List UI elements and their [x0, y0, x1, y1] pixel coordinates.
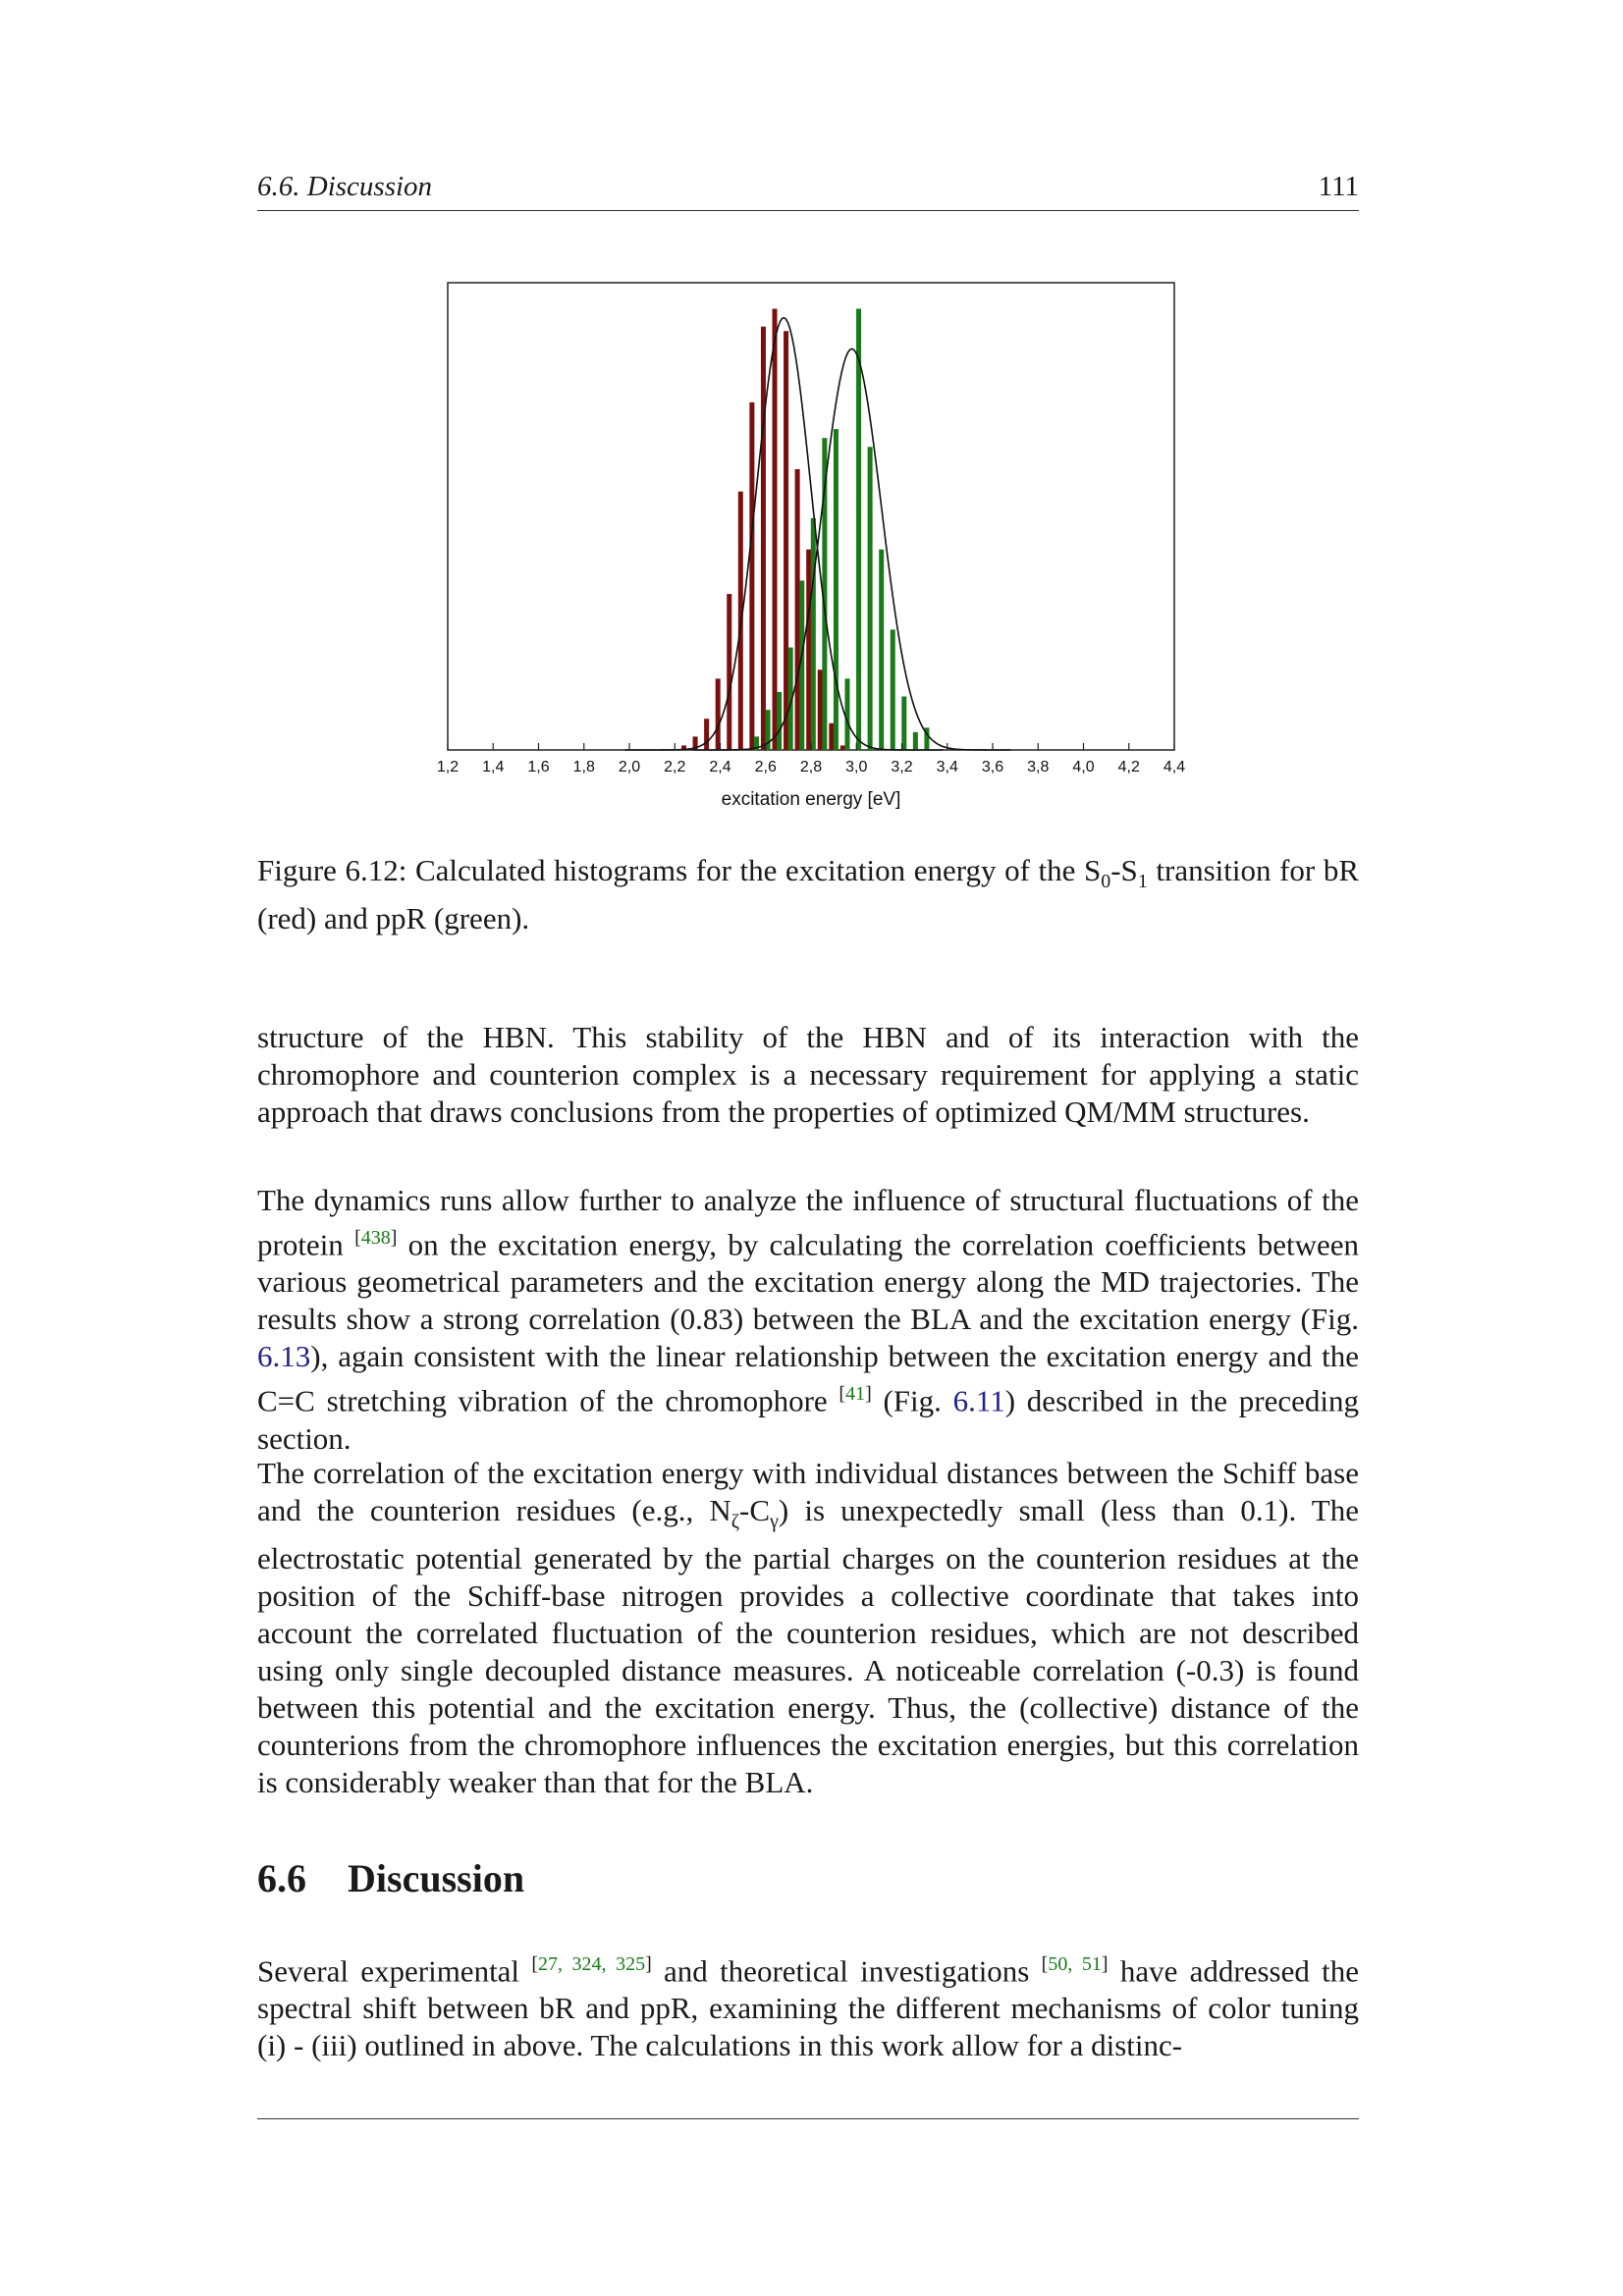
citation-link[interactable]: 41: [845, 1383, 866, 1406]
section-number: 6.6: [257, 1856, 306, 1900]
paragraph-correlation: [257, 1455, 1359, 1801]
running-header-section: 6.6. Discussion: [257, 171, 433, 202]
figure-caption: [257, 852, 1359, 937]
x-tick-label: 1,6: [527, 759, 550, 775]
x-tick-label: 1,2: [436, 759, 460, 775]
x-tick-label: 2,8: [799, 759, 823, 775]
histogram-bar-ppR: [891, 629, 895, 750]
histogram-bar-bR: [795, 469, 800, 750]
paragraph-hbn-stability: structure of the HBN. This stability of the HBN and of its interaction with the chromophore and counterion complex is a necessary requirement for applying a static approach that draws conclusions from the properties of optimized QM/MM structures.: [257, 1020, 1359, 1129]
paragraph-text: The correlation of the excitation energy with individual distances between the Schiff base and the counterion residues (e.g., N: [257, 1456, 1359, 1527]
x-tick-label: 4,2: [1117, 759, 1140, 775]
citation-link[interactable]: 27, 324, 325: [538, 1953, 646, 1975]
paragraph-text: on the excitation energy, by calculating the correlation coefficients between various geometrical parameters and the excitation energy along the MD trajectories. The results show a strong correlation (0.83) between the BLA and the excitation energy (Fig.: [257, 1227, 1359, 1337]
citation-link[interactable]: 50, 51: [1048, 1953, 1102, 1975]
histogram-bar-bR: [749, 402, 754, 750]
x-tick-label: 3,2: [891, 759, 913, 775]
paragraph-dynamics: [257, 1182, 1359, 1458]
histogram-bar-ppR: [856, 309, 861, 750]
x-tick-label: 1,4: [482, 759, 505, 775]
page-header: [257, 171, 1359, 211]
caption-subscript: 1: [1137, 871, 1148, 893]
histogram-bar-bR: [784, 331, 788, 750]
histogram-bar-ppR: [845, 678, 850, 750]
caption-text: Calculated histograms for the excitation energy of the S: [406, 853, 1102, 887]
caption-subscript: 0: [1101, 871, 1111, 893]
histogram-bar-bR: [716, 678, 721, 750]
paragraph-text: The dynamics runs allow further to analyze the influence of structural fluctuations of the protein: [257, 1183, 1359, 1262]
x-axis-ticks: [437, 743, 1185, 775]
x-tick-label: 1,8: [572, 759, 595, 775]
x-tick-label: 3,8: [1027, 759, 1050, 775]
x-tick-label: 2,6: [754, 759, 777, 775]
histogram-bar-bR: [773, 309, 778, 750]
paragraph-text: Several experimental: [257, 1953, 532, 1989]
histogram-bar-bR: [840, 745, 845, 750]
section-title: Discussion: [348, 1856, 525, 1900]
citation-bracket: ]: [390, 1227, 398, 1249]
section-heading: [257, 1855, 524, 1901]
citation-bracket: ]: [865, 1383, 872, 1406]
citation-bracket: [: [531, 1953, 539, 1975]
citation-bracket: ]: [1101, 1953, 1109, 1975]
paragraph-text: and theoretical investigations: [651, 1953, 1042, 1989]
histogram-bar-bR: [806, 550, 811, 750]
histogram-bar-ppR: [834, 429, 839, 750]
page-number: 111: [1318, 171, 1359, 202]
caption-text: -S: [1110, 853, 1138, 887]
caption-text: transition for bR (red) and ppR (green).: [257, 853, 1359, 936]
x-tick-label: 3,0: [845, 759, 868, 775]
x-tick-label: 2,4: [709, 759, 731, 775]
x-tick-label: 2,2: [664, 759, 686, 775]
paragraph-discussion: [257, 1946, 1359, 2064]
chart-marks: [624, 309, 1010, 750]
citation-bracket: [: [1041, 1953, 1049, 1975]
citation-bracket: [: [839, 1383, 846, 1406]
caption-label: Figure 6.12:: [257, 853, 407, 887]
histogram-bar-bR: [727, 594, 731, 750]
histogram-bar-bR: [829, 723, 834, 750]
histogram-bar-ppR: [868, 447, 873, 750]
histogram-bar-bR: [761, 327, 766, 750]
figure-link[interactable]: 6.11: [952, 1383, 1005, 1418]
x-tick-label: 2,0: [618, 759, 641, 775]
paragraph-text: (Fig.: [871, 1383, 953, 1418]
paragraph-text: ) described in the preceding section.: [257, 1383, 1359, 1456]
histogram-chart: [422, 277, 1198, 827]
paragraph-text: ) is unexpectedly small (less than 0.1). The electrostatic potential generated by the partial charges on the counterion residues at the position of the Schiff-base nitrogen provides a collective coordinate that takes into account the correlated fluctuation of the counterion residues, which are not described using only single decoupled distance measures. A noticeable correlation (-0.3) is found between this potential and the excitation energy. Thus, the (collective) distance of the counterions from the chromophore influences the excitation energies, but this correlation is considerably weaker than that for the BLA.: [257, 1493, 1359, 1800]
citation-bracket: [: [354, 1227, 361, 1249]
x-tick-label: 3,4: [936, 759, 958, 775]
subscript: γ: [770, 1511, 779, 1533]
paragraph-text: have addressed the spectral shift between bR and ppR, examining the different mechanisms of color tuning (i) - (iii) outlined in above. The calculations in this work allow for a distinc-: [257, 1953, 1359, 2063]
citation-link[interactable]: 438: [360, 1227, 391, 1249]
citation-bracket: ]: [645, 1953, 652, 1975]
subscript: ζ: [730, 1511, 740, 1533]
x-tick-label: 4,0: [1072, 759, 1095, 775]
histogram-bar-ppR: [811, 518, 816, 750]
paragraph-text: ), again consistent with the linear relationship between the excitation energy and the C=C stretching vibration of the chromophore: [257, 1339, 1359, 1418]
histogram-bar-ppR: [913, 732, 918, 750]
x-tick-label: 4,4: [1163, 759, 1186, 775]
histogram-bar-ppR: [879, 550, 884, 750]
x-tick-label: 3,6: [981, 759, 1004, 775]
footer-rule: [257, 2118, 1359, 2119]
histogram-bar-ppR: [901, 697, 906, 750]
histogram-bar-bR: [818, 669, 823, 750]
histogram-bar-ppR: [777, 692, 782, 750]
paragraph-text: -C: [739, 1493, 771, 1527]
figure-link[interactable]: 6.13: [257, 1339, 311, 1374]
histogram-bar-bR: [704, 719, 709, 750]
x-axis-label: excitation energy [eV]: [721, 789, 901, 810]
